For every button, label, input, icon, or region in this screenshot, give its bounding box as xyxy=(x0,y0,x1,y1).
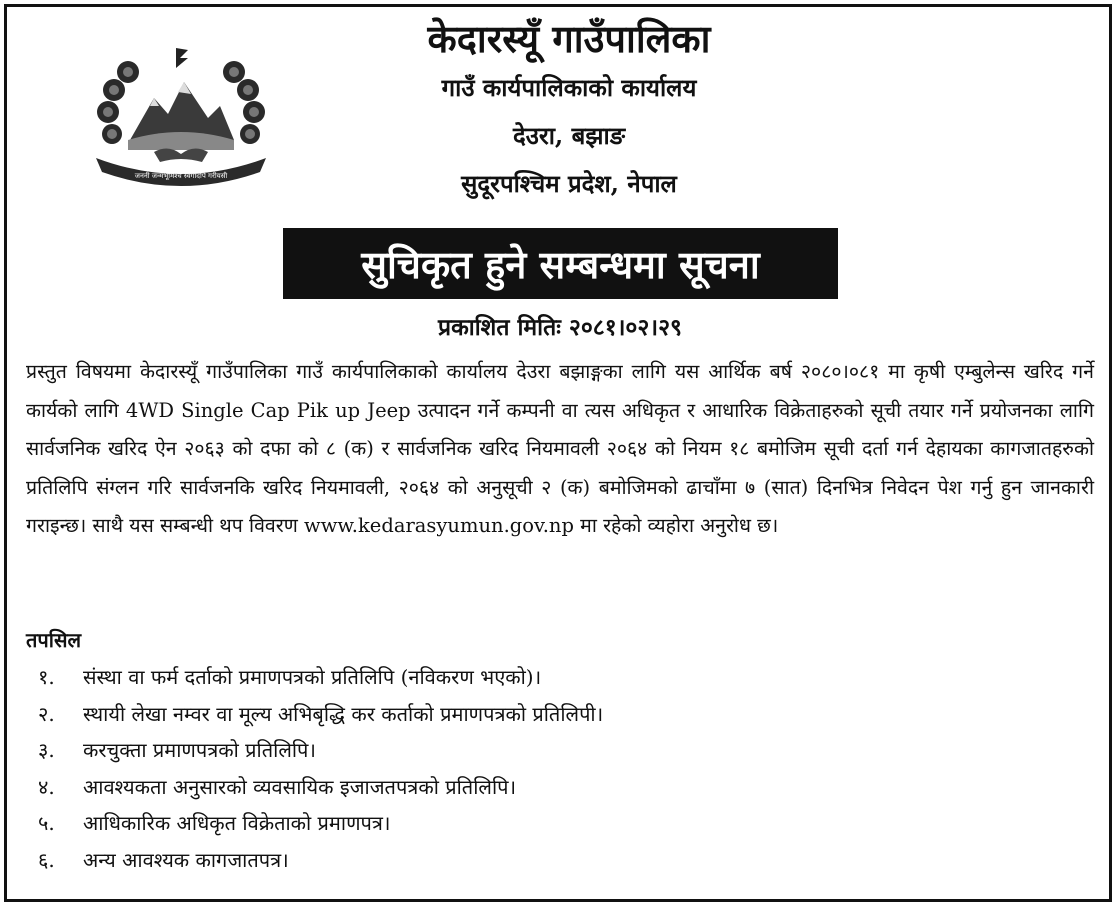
notice-body: प्रस्तुत विषयमा केदारस्यूँ गाउँपालिका गाउँ कार्यपालिकाको कार्यालय देउरा बझाङ्गका लागि यस आर्थिक बर्ष २०८०।०८१ मा कृषी एम्बुलेन्स खरिद गर्ने कार्यको लागि 4WD Single Cap Pik up Jeep उत्पादन गर्ने कम्पनी वा त्यस अधिकृत र आधारिक विक्रेताहरुको सूची तयार गर्ने प्रयोजनका लागि सार्वजनिक खरिद ऐन २०६३ को दफा को ८ (क) र सार्वजनिक खरिद नियमावली २०६४ को नियम १८ बमोजिम सूची दर्ता गर्न देहायका कागजातहरुको प्रतिलिपि संग्लन गरि सार्वजनकि खरिद नियमावली, २०६४ को अनुसूची २ (क) बमोजिमको ढाचाँमा ७ (सात) दिनभित्र निवेदन पेश गर्नु हुन जानकारी गराइन्छ। साथै यस सम्बन्धी थप विवरण www.kedarasyumun.gov.np मा रहेको व्यहोरा अनुरोध छ। xyxy=(26,360,1094,537)
list-item xyxy=(38,842,603,879)
list-item-number: २. xyxy=(38,701,55,726)
list-heading: तपसिल xyxy=(26,628,82,652)
list-item xyxy=(38,696,603,733)
list-item xyxy=(38,769,603,806)
list-item-number: ४. xyxy=(38,774,55,799)
list-item-text: संस्था वा फर्म दर्ताको प्रमाणपत्रको प्रतिलिपि (नविकरण भएको)। xyxy=(83,665,542,689)
notice-title: सुचिकृत हुने सम्बन्धमा सूचना xyxy=(283,228,838,299)
list-item xyxy=(38,659,603,696)
list-item-text: आवश्यकता अनुसारको व्यवसायिक इजाजतपत्रको प्रतिलिपि। xyxy=(83,774,517,799)
document-list xyxy=(38,659,603,879)
list-item-text: स्थायी लेखा नम्वर वा मूल्य अभिबृद्धि कर कर्ताको प्रमाणपत्रको प्रतिलिपी। xyxy=(83,701,604,726)
office-header xyxy=(0,14,1120,208)
province-name: सुदूरपश्चिम प्रदेश, नेपाल xyxy=(461,169,677,198)
list-item xyxy=(38,805,603,842)
office-location: देउरा, बझाङ xyxy=(513,121,625,150)
published-date: प्रकाशित मितिः २०८१।०२।२९ xyxy=(438,314,682,341)
list-item-text: करचुक्ता प्रमाणपत्रको प्रतिलिपि। xyxy=(83,738,316,763)
list-item-number: ३. xyxy=(38,738,55,763)
list-item-text: अन्य आवश्यक कागजातपत्र। xyxy=(83,847,289,872)
list-item-text: आधिकारिक अधिकृत विक्रेताको प्रमाणपत्र। xyxy=(83,811,391,836)
municipality-name: केदारस्यूँ गाउँपालिका xyxy=(427,16,711,61)
list-item xyxy=(38,732,603,769)
svg-text:जननी जन्मभूमिश्च स्वर्गादपि गर: जननी जन्मभूमिश्च स्वर्गादपि गरीयसी xyxy=(134,172,228,180)
list-item-number: ५. xyxy=(38,811,55,836)
list-item-number: ६. xyxy=(38,847,55,872)
list-item-number: १. xyxy=(38,665,55,689)
office-name: गाउँ कार्यपालिकाको कार्यालय xyxy=(441,73,697,102)
